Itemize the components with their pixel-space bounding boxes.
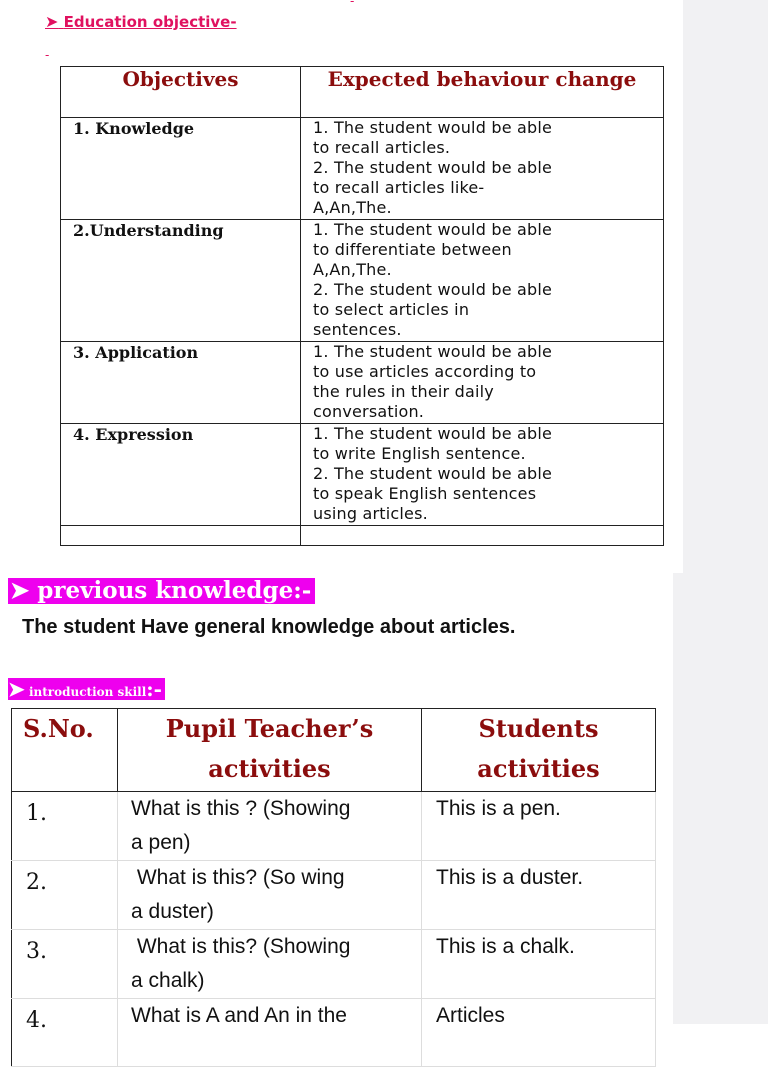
- header-line: activities: [208, 754, 331, 783]
- teacher-line: What is this ? (Showing: [131, 797, 351, 820]
- header-objectives: Objectives: [61, 67, 301, 118]
- introduction-skill-heading: [8, 678, 165, 700]
- teacher-cell: [118, 999, 422, 1067]
- behaviour-line: to write English sentence.: [313, 444, 526, 463]
- table-row: [12, 861, 656, 930]
- behaviour-cell: [301, 220, 664, 342]
- empty-cell: [61, 526, 301, 546]
- arrow-icon: ➤: [8, 677, 25, 701]
- sno-cell: 4.: [12, 999, 118, 1067]
- table-header-row: [12, 709, 656, 792]
- teacher-line: What is this? (So wing: [131, 866, 345, 889]
- table-row-empty: [61, 526, 664, 546]
- behaviour-cell: [301, 118, 664, 220]
- table-row: [12, 930, 656, 999]
- behaviour-line: 1. The student would be able: [313, 220, 553, 239]
- teacher-line: a duster): [131, 900, 214, 923]
- behaviour-line: A,An,The.: [313, 198, 392, 217]
- behaviour-line: to speak English sentences: [313, 484, 537, 503]
- table-row: [12, 792, 656, 861]
- table-row: [61, 424, 664, 526]
- heading-text: introduction skill: [28, 685, 147, 699]
- teacher-line: What is this? (Showing: [131, 935, 351, 958]
- teacher-line: What is A and An in the: [131, 1004, 347, 1027]
- table-row: [61, 342, 664, 424]
- behaviour-cell: [301, 342, 664, 424]
- objective-cell: 3. Application: [61, 342, 301, 424]
- table-row: [12, 999, 656, 1067]
- previous-knowledge-text: The student Have general knowledge about articles.: [22, 616, 516, 638]
- previous-knowledge-heading: [8, 578, 315, 604]
- header-teacher-activities: [118, 709, 422, 792]
- teacher-line: a chalk): [131, 969, 205, 992]
- student-cell: Articles: [422, 999, 656, 1067]
- header-expected-behaviour: Expected behaviour change: [301, 67, 664, 118]
- table-header-row: [61, 67, 664, 118]
- table-row: [61, 118, 664, 220]
- teacher-cell: [118, 861, 422, 930]
- student-cell: This is a pen.: [422, 792, 656, 861]
- heading-suffix: :-: [146, 677, 162, 701]
- behaviour-line: 2. The student would be able: [313, 464, 553, 483]
- header-students-activities: [422, 709, 656, 792]
- sno-cell: 1.: [12, 792, 118, 861]
- behaviour-line: A,An,The.: [313, 260, 392, 279]
- behaviour-line: 1. The student would be able: [313, 342, 553, 361]
- objective-cell: 2.Understanding: [61, 220, 301, 342]
- behaviour-line: 1. The student would be able: [313, 424, 553, 443]
- introduction-table: [11, 708, 656, 1067]
- behaviour-line: to differentiate between: [313, 240, 512, 259]
- objectives-table: [60, 66, 664, 546]
- arrow-icon: ➤: [10, 577, 30, 604]
- behaviour-line: 2. The student would be able: [313, 280, 553, 299]
- behaviour-line: to use articles according to: [313, 362, 537, 381]
- empty-cell: [301, 526, 664, 546]
- heading-text: previous knowledge:-: [37, 577, 312, 604]
- behaviour-line: sentences.: [313, 320, 402, 339]
- teacher-line: a pen): [131, 831, 191, 854]
- right-margin-panel: [683, 0, 768, 573]
- behaviour-line: 2. The student would be able: [313, 158, 553, 177]
- teacher-cell: [118, 930, 422, 999]
- objective-cell: 1. Knowledge: [61, 118, 301, 220]
- arrow-icon: ➤: [45, 12, 59, 31]
- table-row: [61, 220, 664, 342]
- education-objective-heading: [45, 12, 237, 31]
- behaviour-line: the rules in their daily: [313, 382, 494, 401]
- behaviour-cell: [301, 424, 664, 526]
- heading-dash: -: [45, 48, 50, 62]
- objective-cell: 4. Expression: [61, 424, 301, 526]
- right-margin-panel-lower: [673, 573, 768, 1024]
- behaviour-line: to recall articles like-: [313, 178, 485, 197]
- heading-text: Education objective-: [63, 13, 237, 31]
- header-line: Pupil Teacher’s: [165, 714, 374, 743]
- behaviour-line: 1. The student would be able: [313, 118, 553, 137]
- behaviour-line: to select articles in: [313, 300, 470, 319]
- student-cell: This is a duster.: [422, 861, 656, 930]
- header-line: Students: [478, 714, 599, 743]
- header-line: activities: [477, 754, 600, 783]
- student-cell: This is a chalk.: [422, 930, 656, 999]
- behaviour-line: conversation.: [313, 402, 425, 421]
- behaviour-line: to recall articles.: [313, 138, 451, 157]
- teacher-cell: [118, 792, 422, 861]
- sno-cell: 3.: [12, 930, 118, 999]
- behaviour-line: using articles.: [313, 504, 428, 523]
- sno-cell: 2.: [12, 861, 118, 930]
- header-sno: S.No.: [12, 709, 118, 792]
- top-dash: -: [350, 0, 355, 8]
